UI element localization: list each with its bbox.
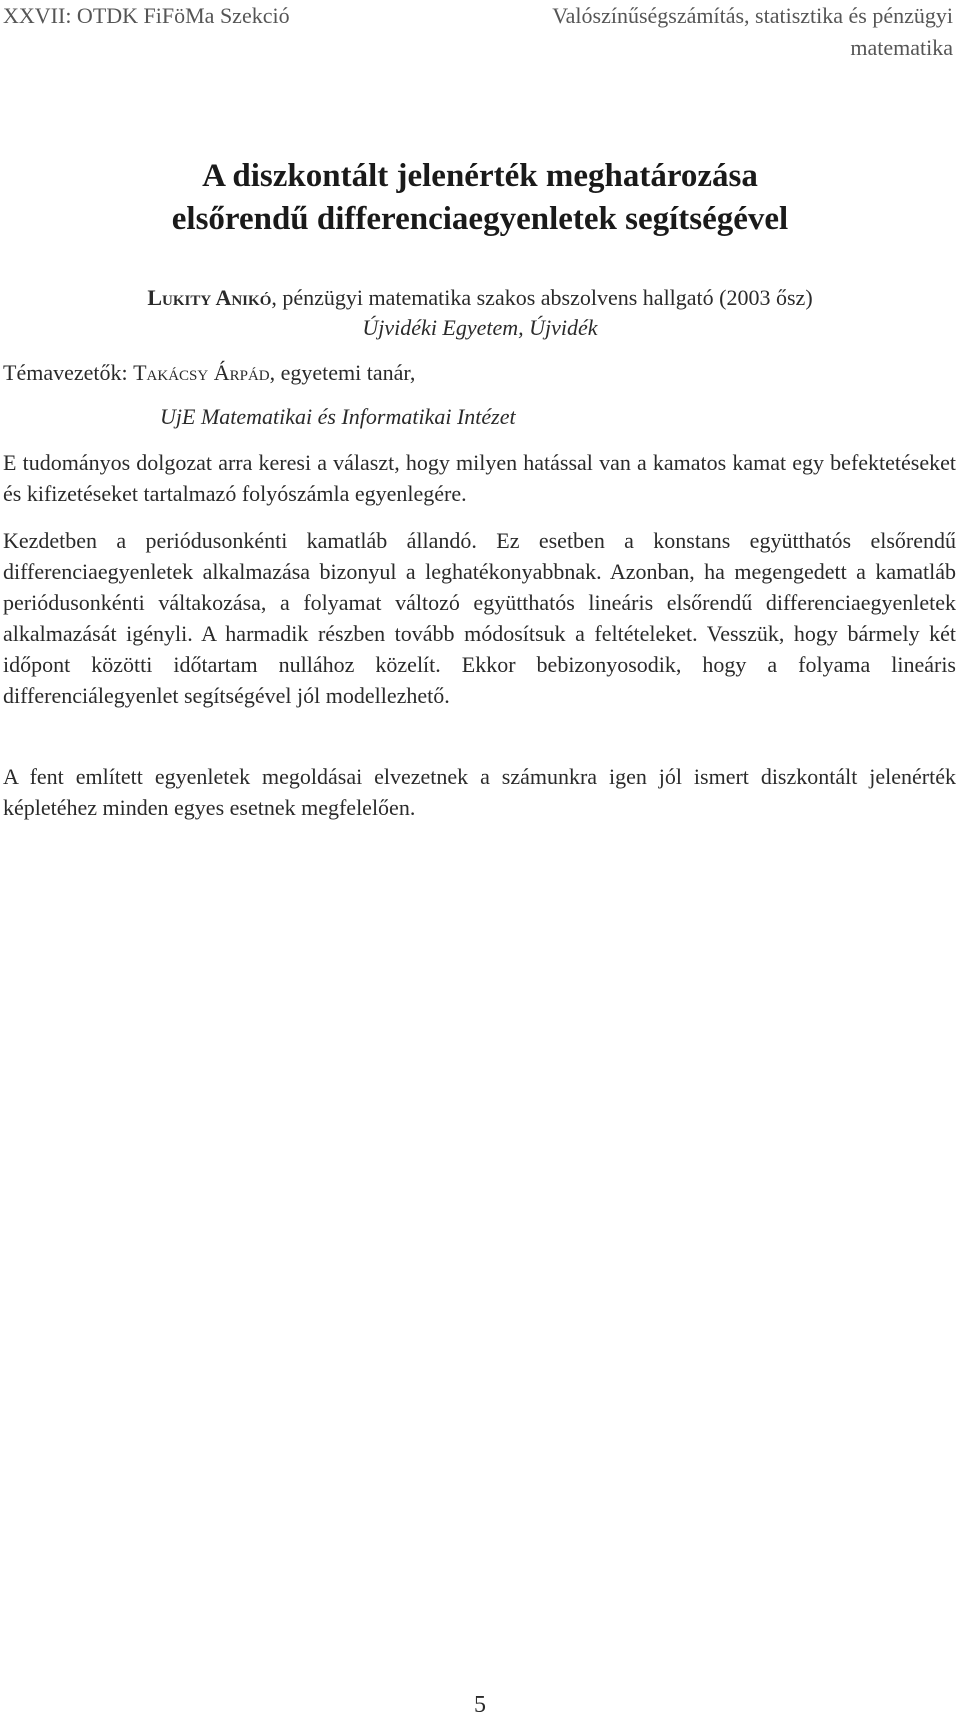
supervisor-name: Takácsy Árpád [133, 360, 270, 385]
supervisor-institution: UjE Matematikai és Informatikai Intézet [160, 404, 516, 429]
page-number: 5 [474, 1692, 486, 1718]
author-affiliation: Újvidéki Egyetem, Újvidék [362, 315, 598, 340]
author-description: , pénzügyi matematika szakos abszolvens hallgató (2003 ősz) [271, 285, 813, 310]
supervisor-block [3, 358, 516, 432]
author-line [0, 283, 960, 313]
supervisor-label: Témavezetők: [3, 360, 134, 385]
abstract-paragraph: A fent említett egyenletek megoldásai elvezetnek a számunkra igen jól ismert diszkontált jelenérték képletéhez minden egyes esetnek megfelelően. [3, 764, 956, 820]
author-name: Lukity Anikó [147, 285, 272, 310]
abstract-paragraph: Kezdetben a periódusonkénti kamatláb állandó. Ez esetben a konstans együtthatós elsőrendű differenciaegyenletek alkalmazása bizonyul a leghatékonyabbnak. Azonban, ha megengedett a kamatláb periódusonkénti váltakozása, a folyamat változó együtthatós lineáris elsőrendű differenciaegyenletek alkalmazását igényli. A harmadik részben tovább módosítsuk a feltételeket. Vesszük, hogy bármely két időpont közötti időtartam nullához közelít. Ekkor bebizonyosodik, hogy a folyama lineáris differenciálegyenlet segítségével jól modellezhető. [3, 528, 956, 708]
supervisor-role: , egyetemi tanár, [269, 360, 416, 385]
running-header-right: Valószínűségszámítás, statisztika és pénzügyi matematika [552, 3, 953, 60]
abstract-paragraph: E tudományos dolgozat arra keresi a választ, hogy milyen hatással van a kamatos kamat egy befektetéseket és kifizetéseket tartalmazó folyószámla egyenlegére. [3, 450, 956, 506]
document-title: A diszkontált jelenérték meghatározása elsőrendű differenciaegyenletek segítségével [171, 158, 789, 237]
running-header-left: XXVII: OTDK FiFöMa Szekció [3, 3, 290, 28]
